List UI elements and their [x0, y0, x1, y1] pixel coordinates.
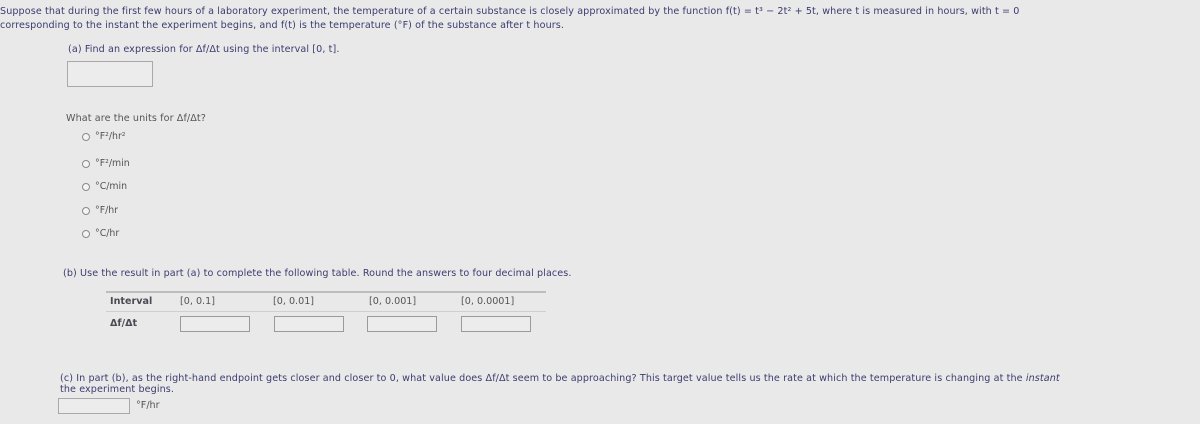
part-c-prompt-text: (c) In part (b), as the right-hand endpoint gets closer and closer to 0, what value does Δf/Δt seem to be approaching? This target value tells us the rate at which the temperature is changing at the: [60, 373, 1023, 384]
part-c-prompt-line-1: [60, 373, 1060, 384]
radio-button[interactable]: [82, 207, 90, 215]
units-option-label: °F²/hr²: [95, 131, 126, 142]
units-option-5[interactable]: [82, 228, 119, 239]
units-option-4[interactable]: [82, 205, 118, 216]
units-option-1[interactable]: [82, 131, 126, 142]
units-option-3[interactable]: [82, 181, 127, 192]
table-interval-1: [0, 0.1]: [180, 296, 215, 307]
table-answer-input-4[interactable]: [461, 316, 531, 332]
part-c-answer-input[interactable]: [58, 398, 130, 414]
part-c-prompt-line-2: the experiment begins.: [60, 384, 175, 395]
part-a-prompt: (a) Find an expression for Δf/Δt using the interval [0, t].: [68, 44, 340, 55]
radio-button[interactable]: [82, 230, 90, 238]
intro-line-2: corresponding to the instant the experiment begins, and f(t) is the temperature (°F) of the substance after t hours.: [0, 20, 565, 31]
table-header-rate: Δf/Δt: [110, 318, 138, 329]
part-b-prompt: (b) Use the result in part (a) to complete the following table. Round the answers to four decimal places.: [63, 268, 572, 279]
table-answer-input-3[interactable]: [367, 316, 437, 332]
intro-line-1: Suppose that during the first few hours of a laboratory experiment, the temperature of a certain substance is closely approximated by the function f(t) = t³ − 2t² + 5t, where t is measured in hours, with t = 0: [0, 6, 1020, 17]
part-c-unit: °F/hr: [136, 400, 160, 411]
radio-button[interactable]: [82, 183, 90, 191]
units-option-label: °F²/min: [95, 158, 130, 169]
units-option-2[interactable]: [82, 158, 130, 169]
part-c-emphasis: instant: [1025, 373, 1060, 384]
table-interval-2: [0, 0.01]: [273, 296, 315, 307]
table-interval-4: [0, 0.0001]: [461, 296, 515, 307]
units-option-label: °F/hr: [95, 205, 119, 216]
table-answer-input-2[interactable]: [274, 316, 344, 332]
table-mid-rule: [106, 311, 546, 312]
table-top-rule: [106, 291, 546, 293]
units-option-label: °C/hr: [95, 228, 120, 239]
table-answer-input-1[interactable]: [180, 316, 250, 332]
part-a-answer-input[interactable]: [67, 61, 153, 87]
table-header-interval: Interval: [110, 296, 153, 307]
radio-button[interactable]: [82, 133, 90, 141]
units-option-label: °C/min: [95, 181, 128, 192]
table-interval-3: [0, 0.001]: [369, 296, 417, 307]
radio-button[interactable]: [82, 160, 90, 168]
units-question-prompt: What are the units for Δf/Δt?: [66, 113, 206, 124]
